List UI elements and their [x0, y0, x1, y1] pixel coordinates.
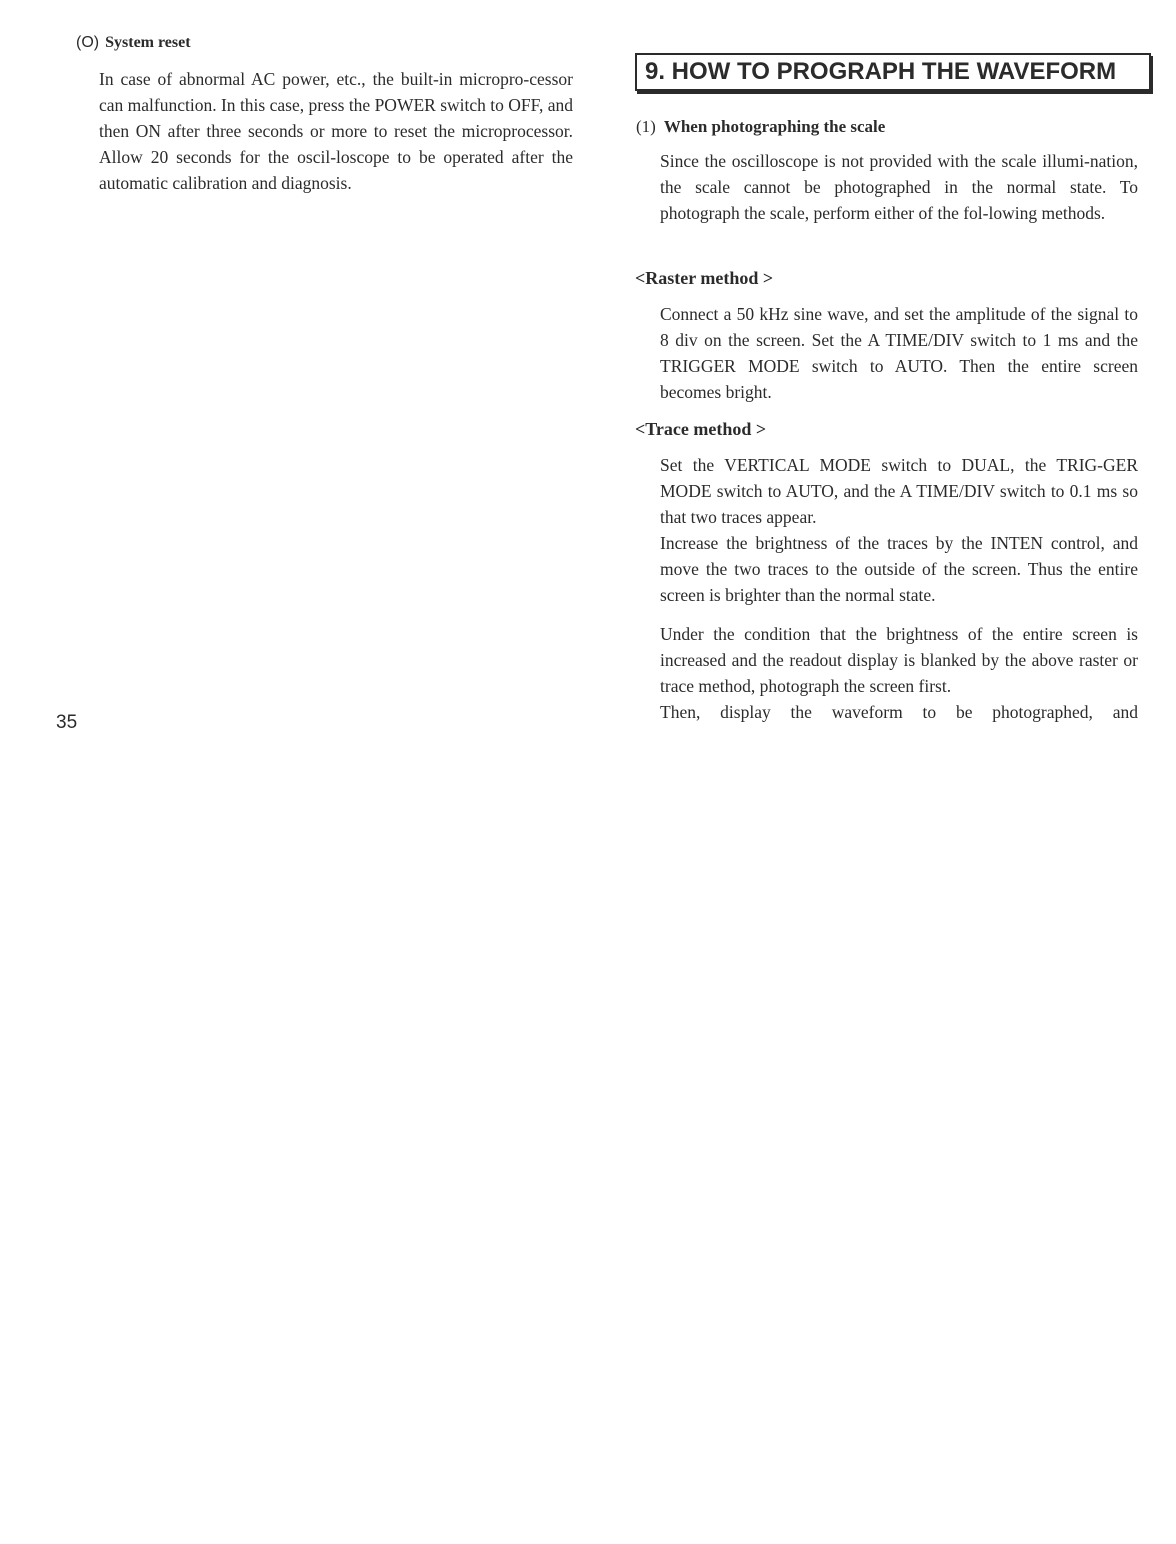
- trace-method-paragraph-2: Increase the brightness of the traces by the INTEN control, and move the two traces to the outside of the screen. Thus the entire screen is brighter than the normal state.: [660, 533, 1138, 605]
- trace-method-heading: <Trace method >: [635, 419, 767, 439]
- page-number: 35: [56, 712, 78, 733]
- left-column: [0, 0, 600, 800]
- section-title: System reset: [105, 34, 191, 51]
- section-number: (O): [76, 34, 100, 51]
- subsection-number: (1): [636, 117, 656, 136]
- trace-method-paragraph-1: Set the VERTICAL MODE switch to DUAL, the TRIG-GER MODE switch to AUTO, and the A TIME/DIV switch to 0.1 ms so that two traces appear.: [660, 455, 1138, 527]
- raster-method-heading: <Raster method >: [635, 268, 774, 288]
- right-column: [600, 0, 1176, 800]
- chapter-title: 9. HOW TO PROGRAPH THE WAVEFORM: [635, 53, 1151, 91]
- section-heading-system-reset: [76, 34, 191, 52]
- system-reset-paragraph: In case of abnormal AC power, etc., the built-in micropro-cessor can malfunction. In this case, press the POWER switch to OFF, and then ON after three seconds or more to reset the microprocessor. Allow 20 seconds for the oscil-loscope to be operated after the automatic calibration and diagnosis.: [99, 69, 573, 193]
- final-paragraph: Then, display the waveform to be photographed, and: [660, 702, 1138, 722]
- raster-method-paragraph: Connect a 50 kHz sine wave, and set the amplitude of the signal to 8 div on the screen. Set the A TIME/DIV switch to 1 ms and the TRIGGER MODE switch to AUTO. Then the entire screen becomes bright.: [660, 304, 1138, 402]
- subsection-title: When photographing the scale: [663, 117, 886, 136]
- subsection-heading: [636, 117, 885, 137]
- intro-paragraph: Since the oscilloscope is not provided with the scale illumi-nation, the scale cannot be photographed in the normal state. To photograph the scale, perform either of the fol-lowing methods.: [660, 151, 1138, 223]
- condition-paragraph: Under the condition that the brightness of the entire screen is increased and the readout display is blanked by the above raster or trace method, photograph the screen first.: [660, 624, 1138, 696]
